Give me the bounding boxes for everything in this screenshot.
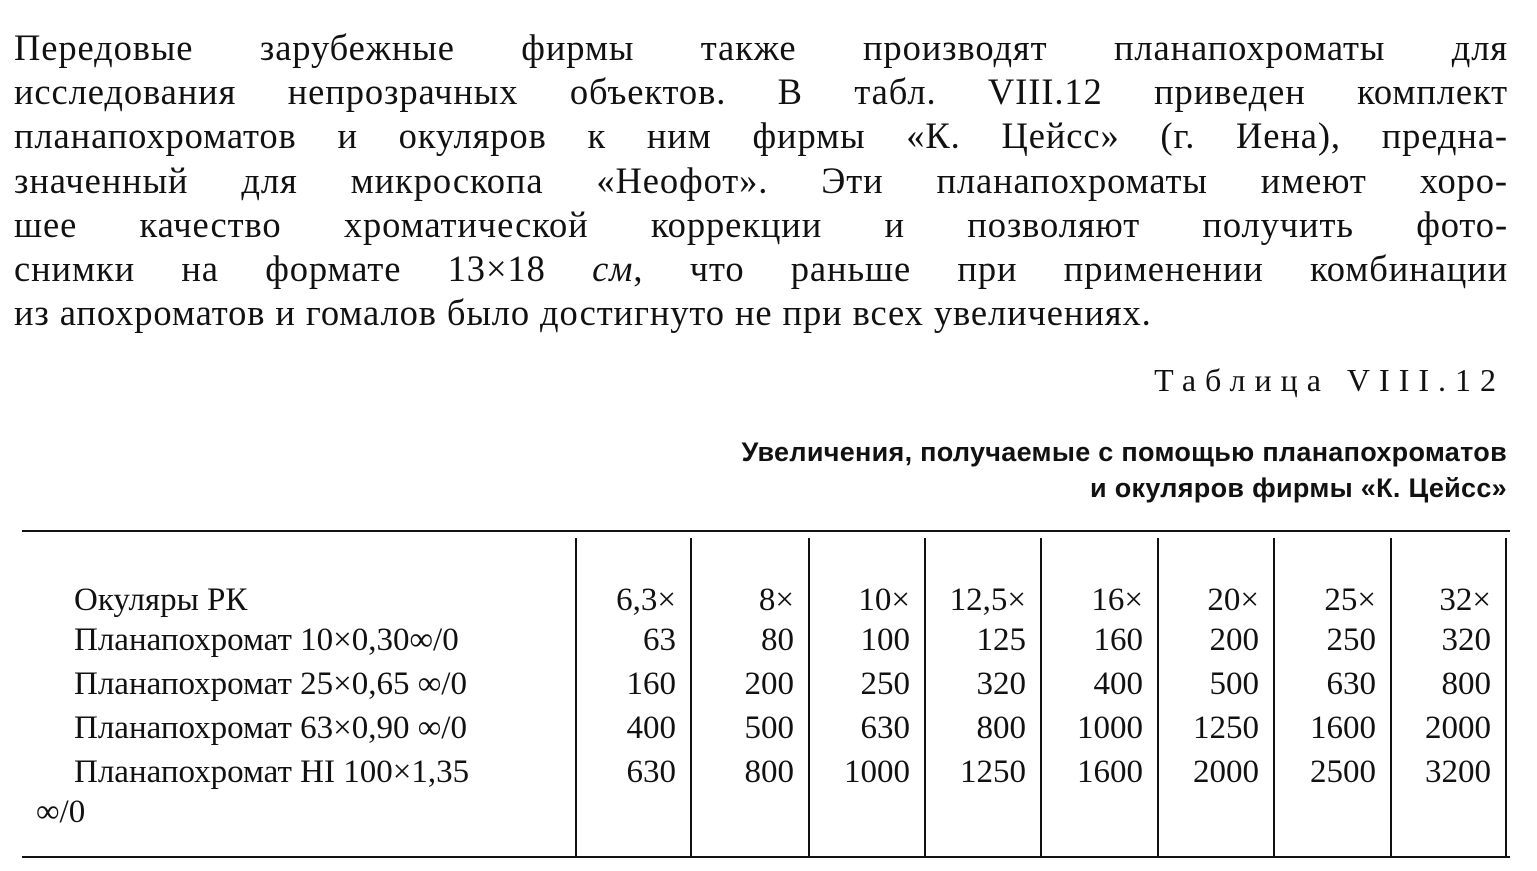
table-caption bbox=[741, 434, 1507, 506]
column-header: 20× bbox=[1207, 582, 1259, 618]
body-paragraph bbox=[14, 26, 1508, 335]
table-cell: 400 bbox=[1093, 666, 1143, 702]
table-cell: 800 bbox=[1441, 666, 1491, 702]
table-bottom-rule bbox=[22, 856, 1510, 858]
row-label: Планапохромат 63×0,90 ∞/0 bbox=[74, 710, 467, 746]
table-cell: 1250 bbox=[1193, 710, 1259, 746]
table-cell: 1000 bbox=[1077, 710, 1143, 746]
table-top-rule bbox=[22, 530, 1510, 532]
table-cell: 80 bbox=[761, 622, 794, 658]
table-cell: 800 bbox=[744, 754, 794, 790]
table-cell: 200 bbox=[744, 666, 794, 702]
table-cell: 320 bbox=[1441, 622, 1491, 658]
paragraph-line: исследования непрозрачных объектов. В табл. VIII.12 приведен комплект bbox=[14, 71, 1508, 113]
table-cell: 3200 bbox=[1425, 754, 1491, 790]
table-cell: 500 bbox=[744, 710, 794, 746]
table-cell: 630 bbox=[1326, 666, 1376, 702]
column-divider bbox=[1505, 538, 1507, 856]
table-cell: 160 bbox=[1093, 622, 1143, 658]
table-cell: 2000 bbox=[1193, 754, 1259, 790]
column-header: 32× bbox=[1439, 582, 1491, 618]
table-cell: 125 bbox=[976, 622, 1026, 658]
table-cell: 100 bbox=[860, 622, 910, 658]
column-divider bbox=[1157, 538, 1159, 856]
column-divider bbox=[1273, 538, 1275, 856]
paragraph-line: Передовые зарубежные фирмы также производят планапохроматы для bbox=[14, 27, 1508, 68]
table-cell: 1600 bbox=[1310, 710, 1376, 746]
paragraph-line: значенный для микроскопа «Неофот». Эти планапохроматы имеют хоро- bbox=[14, 159, 1508, 201]
table-label: Таблица VIII.12 bbox=[1154, 362, 1505, 398]
table-cell: 1600 bbox=[1077, 754, 1143, 790]
table-cell: 2000 bbox=[1425, 710, 1491, 746]
column-divider bbox=[690, 538, 692, 856]
paragraph-text: снимки на формате 13×18 bbox=[14, 247, 593, 289]
table-cell: 630 bbox=[626, 754, 676, 790]
table-cell: 500 bbox=[1209, 666, 1259, 702]
column-header: 16× bbox=[1091, 582, 1143, 618]
row-label: Планапохромат 10×0,30∞/0 bbox=[74, 622, 459, 658]
table-cell: 250 bbox=[860, 666, 910, 702]
column-divider bbox=[575, 538, 577, 856]
paragraph-line: шее качество хроматической коррекции и позволяют получить фото- bbox=[14, 203, 1508, 245]
table-cell: 630 bbox=[860, 710, 910, 746]
table-cell: 800 bbox=[976, 710, 1026, 746]
column-header: 6,3× bbox=[616, 582, 676, 618]
column-header: 25× bbox=[1324, 582, 1376, 618]
table-cell: 400 bbox=[626, 710, 676, 746]
row-label-continuation: ∞/0 bbox=[36, 794, 86, 830]
paragraph-text: , что раньше при применении комбинации bbox=[633, 247, 1508, 289]
column-divider bbox=[808, 538, 810, 856]
paragraph-line: планапохроматов и окуляров к ним фирмы «К. Цейсс» (г. Иена), предна- bbox=[14, 115, 1508, 157]
header-label: Окуляры РК bbox=[74, 582, 248, 618]
column-header: 10× bbox=[858, 582, 910, 618]
column-divider bbox=[924, 538, 926, 856]
table-cell: 1000 bbox=[844, 754, 910, 790]
table-cell: 1250 bbox=[960, 754, 1026, 790]
table-cell: 160 bbox=[626, 666, 676, 702]
caption-line: и окуляров фирмы «К. Цейсс» bbox=[1090, 473, 1507, 503]
row-label: Планапохромат 25×0,65 ∞/0 bbox=[74, 666, 467, 702]
column-divider bbox=[1390, 538, 1392, 856]
column-header: 12,5× bbox=[949, 582, 1026, 618]
paragraph-line bbox=[14, 247, 1508, 291]
table-cell: 250 bbox=[1326, 622, 1376, 658]
table-cell: 200 bbox=[1209, 622, 1259, 658]
paragraph-line: из апохроматов и гомалов было достигнуто не при всех увеличениях. bbox=[14, 292, 1152, 334]
table-cell: 2500 bbox=[1310, 754, 1376, 790]
column-header: 8× bbox=[758, 582, 794, 618]
column-divider bbox=[1040, 538, 1042, 856]
unit-text: см bbox=[592, 247, 634, 289]
caption-line: Увеличения, получаемые с помощью планапохроматов bbox=[741, 437, 1507, 467]
table-cell: 320 bbox=[976, 666, 1026, 702]
table-cell: 63 bbox=[643, 622, 676, 658]
row-label: Планапохромат HI 100×1,35 bbox=[74, 754, 470, 790]
